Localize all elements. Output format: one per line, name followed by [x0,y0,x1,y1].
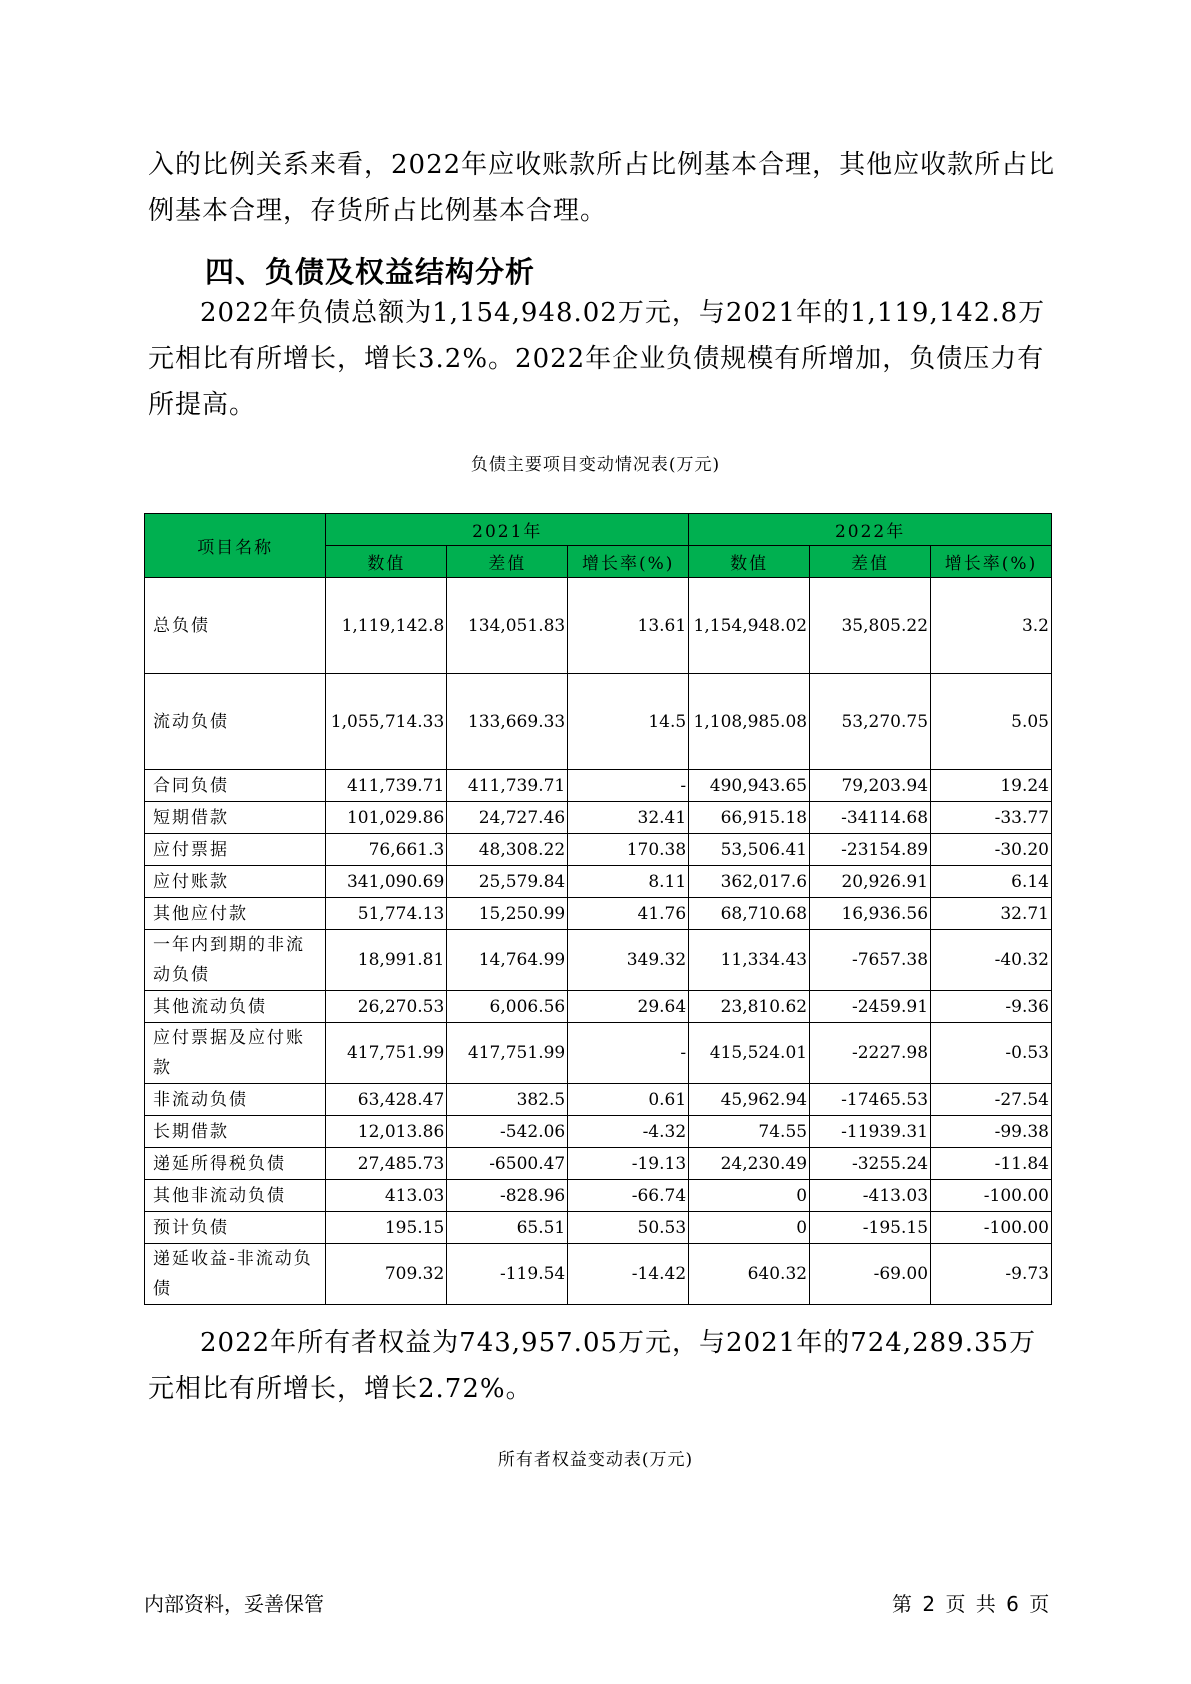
cell-v21: 341,090.69 [326,866,447,898]
cell-d21: 417,751.99 [447,1023,568,1084]
cell-d21: 134,051.83 [447,578,568,674]
cell-v21: 18,991.81 [326,930,447,991]
cell-v22: 0 [689,1212,810,1244]
cell-v21: 417,751.99 [326,1023,447,1084]
cell-d21: -542.06 [447,1116,568,1148]
cell-v21: 76,661.3 [326,834,447,866]
table-row [145,991,1052,1023]
cell-v22: 362,017.6 [689,866,810,898]
row-item-name: 其他非流动负债 [145,1180,326,1212]
cell-d22: -413.03 [810,1180,931,1212]
cell-r22: -11.84 [931,1148,1052,1180]
cell-r21: 13.61 [568,578,689,674]
cell-d21: 133,669.33 [447,674,568,770]
row-item-name: 长期借款 [145,1116,326,1148]
cell-d22: -23154.89 [810,834,931,866]
cell-d22: -11939.31 [810,1116,931,1148]
cell-r21: -14.42 [568,1244,689,1305]
cell-r21: 14.5 [568,674,689,770]
cell-d22: -195.15 [810,1212,931,1244]
header-diff-2021: 差值 [447,546,568,578]
table-row [145,930,1052,991]
row-item-name: 流动负债 [145,674,326,770]
cell-v22: 11,334.43 [689,930,810,991]
table-row [145,1084,1052,1116]
cell-v21: 709.32 [326,1244,447,1305]
cell-d21: 14,764.99 [447,930,568,991]
cell-r22: 3.2 [931,578,1052,674]
row-item-name: 一年内到期的非流动负债 [145,930,326,991]
cell-r22: -30.20 [931,834,1052,866]
row-item-name: 其他应付款 [145,898,326,930]
cell-d21: 382.5 [447,1084,568,1116]
cell-v21: 26,270.53 [326,991,447,1023]
table-row [145,1116,1052,1148]
cell-r21: -4.32 [568,1116,689,1148]
cell-r21: 349.32 [568,930,689,991]
cell-d21: 48,308.22 [447,834,568,866]
row-item-name: 非流动负债 [145,1084,326,1116]
intro-paragraph: 入的比例关系来看，2022年应收账款所占比例基本合理，其他应收款所占比例基本合理，存货所占比例基本合理。 [148,150,1056,226]
cell-d21: 65.51 [447,1212,568,1244]
liability-paragraph: 2022年负债总额为1,154,948.02万元，与2021年的1,119,142.8万元相比有所增长，增长3.2%。2022年企业负债规模有所增加，负债压力有所提高。 [148,298,1046,420]
cell-d21: 6,006.56 [447,991,568,1023]
cell-v21: 101,029.86 [326,802,447,834]
cell-d22: -2459.91 [810,991,931,1023]
table-row [145,1212,1052,1244]
cell-v22: 1,154,948.02 [689,578,810,674]
cell-v21: 1,119,142.8 [326,578,447,674]
row-item-name: 预计负债 [145,1212,326,1244]
cell-d21: -6500.47 [447,1148,568,1180]
table-row [145,770,1052,802]
cell-v22: 53,506.41 [689,834,810,866]
table-row [145,834,1052,866]
table-body [145,578,1052,1305]
cell-v22: 74.55 [689,1116,810,1148]
section-heading: 四、负债及权益结构分析 [205,255,536,289]
cell-v22: 640.32 [689,1244,810,1305]
cell-v21: 413.03 [326,1180,447,1212]
cell-v22: 45,962.94 [689,1084,810,1116]
cell-r22: -100.00 [931,1180,1052,1212]
table-row [145,674,1052,770]
cell-v22: 24,230.49 [689,1148,810,1180]
row-item-name: 合同负债 [145,770,326,802]
cell-r21: 29.64 [568,991,689,1023]
header-year-2021: 2021年 [326,514,689,546]
cell-r22: 6.14 [931,866,1052,898]
cell-d22: 79,203.94 [810,770,931,802]
table-row [145,1244,1052,1305]
cell-r22: -99.38 [931,1116,1052,1148]
table-row [145,866,1052,898]
cell-v22: 490,943.65 [689,770,810,802]
cell-r22: -40.32 [931,930,1052,991]
cell-r22: -9.36 [931,991,1052,1023]
cell-r22: 32.71 [931,898,1052,930]
header-value-2022: 数值 [689,546,810,578]
cell-v22: 23,810.62 [689,991,810,1023]
cell-r21: 0.61 [568,1084,689,1116]
cell-d22: -2227.98 [810,1023,931,1084]
row-item-name: 递延所得税负债 [145,1148,326,1180]
cell-v21: 27,485.73 [326,1148,447,1180]
cell-v22: 415,524.01 [689,1023,810,1084]
cell-d22: -69.00 [810,1244,931,1305]
row-item-name: 总负债 [145,578,326,674]
cell-r21: 32.41 [568,802,689,834]
cell-v21: 411,739.71 [326,770,447,802]
cell-v21: 1,055,714.33 [326,674,447,770]
row-item-name: 应付票据 [145,834,326,866]
cell-r21: - [568,1023,689,1084]
cell-r21: 50.53 [568,1212,689,1244]
cell-v21: 12,013.86 [326,1116,447,1148]
header-item-name: 项目名称 [145,514,326,578]
cell-d22: 20,926.91 [810,866,931,898]
cell-d22: -34114.68 [810,802,931,834]
header-rate-2022: 增长率(%) [931,546,1052,578]
equity-table-caption: 所有者权益变动表(万元) [497,1450,694,1470]
cell-v21: 195.15 [326,1212,447,1244]
cell-d22: 35,805.22 [810,578,931,674]
cell-d21: 15,250.99 [447,898,568,930]
liability-table [144,513,1052,1305]
cell-r22: 5.05 [931,674,1052,770]
cell-v22: 0 [689,1180,810,1212]
table-row [145,1023,1052,1084]
footer-confidential: 内部资料，妥善保管 [144,1592,324,1616]
cell-r22: -27.54 [931,1084,1052,1116]
cell-d21: 411,739.71 [447,770,568,802]
table-row [145,578,1052,674]
table-row [145,1148,1052,1180]
cell-v22: 68,710.68 [689,898,810,930]
cell-r22: -33.77 [931,802,1052,834]
cell-d22: -7657.38 [810,930,931,991]
cell-r21: 170.38 [568,834,689,866]
row-item-name: 应付票据及应付账款 [145,1023,326,1084]
cell-r21: -19.13 [568,1148,689,1180]
table-row [145,898,1052,930]
cell-r22: -9.73 [931,1244,1052,1305]
cell-r21: 41.76 [568,898,689,930]
cell-d22: -17465.53 [810,1084,931,1116]
table-row [145,1180,1052,1212]
cell-v21: 63,428.47 [326,1084,447,1116]
header-value-2021: 数值 [326,546,447,578]
cell-r21: 8.11 [568,866,689,898]
cell-d21: 24,727.46 [447,802,568,834]
cell-r22: -0.53 [931,1023,1052,1084]
cell-d21: -828.96 [447,1180,568,1212]
row-item-name: 短期借款 [145,802,326,834]
cell-v21: 51,774.13 [326,898,447,930]
header-diff-2022: 差值 [810,546,931,578]
table-caption: 负债主要项目变动情况表(万元) [470,455,721,475]
row-item-name: 递延收益-非流动负债 [145,1244,326,1305]
table-row [145,802,1052,834]
header-rate-2021: 增长率(%) [568,546,689,578]
cell-d22: 53,270.75 [810,674,931,770]
cell-d21: -119.54 [447,1244,568,1305]
cell-d22: -3255.24 [810,1148,931,1180]
cell-r22: 19.24 [931,770,1052,802]
row-item-name: 其他流动负债 [145,991,326,1023]
footer-page-number: 第 2 页 共 6 页 [892,1592,1050,1616]
cell-v22: 66,915.18 [689,802,810,834]
header-year-2022: 2022年 [689,514,1052,546]
cell-r21: -66.74 [568,1180,689,1212]
row-item-name: 应付账款 [145,866,326,898]
cell-r22: -100.00 [931,1212,1052,1244]
cell-r21: - [568,770,689,802]
equity-paragraph: 2022年所有者权益为743,957.05万元，与2021年的724,289.35万元相比有所增长，增长2.72%。 [148,1328,1037,1404]
cell-d21: 25,579.84 [447,866,568,898]
cell-v22: 1,108,985.08 [689,674,810,770]
cell-d22: 16,936.56 [810,898,931,930]
